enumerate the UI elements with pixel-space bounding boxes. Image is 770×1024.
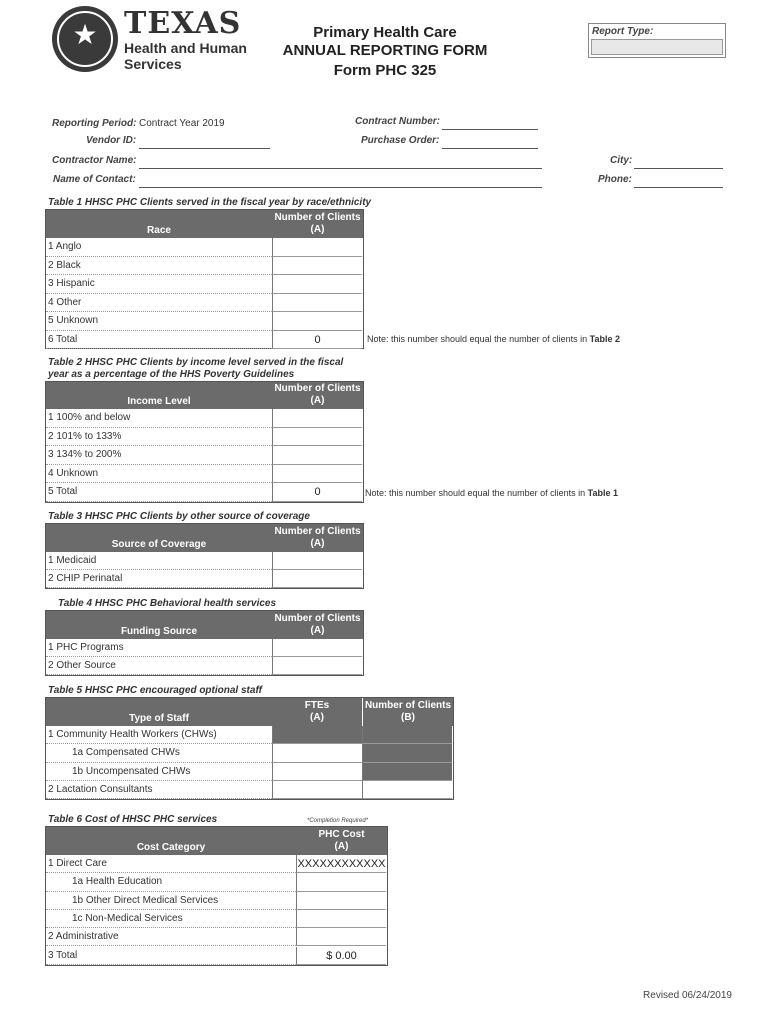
city-field[interactable] [634, 156, 723, 169]
table3-col-source: Source of Coverage [46, 524, 272, 552]
table2-caption-line2: year as a percentage of the HHS Poverty Guidelines [48, 369, 295, 380]
table1-cell-value[interactable] [272, 312, 362, 331]
completion-required-note: *Completion Required* [307, 818, 369, 824]
table1-row-label: 2 Black [46, 257, 272, 276]
table4-cell-value[interactable] [272, 639, 362, 657]
table3-caption: Table 3 HHSC PHC Clients by other source of coverage [48, 511, 310, 522]
table5-cell-a [272, 726, 362, 744]
table6-caption: Table 6 Cost of HHSC PHC services [48, 814, 218, 825]
table4-cell-value[interactable] [272, 657, 362, 675]
table3-row-label: 1 Medicaid [46, 552, 272, 570]
table6-cell-value[interactable] [296, 892, 386, 910]
phone-label: Phone: [598, 174, 632, 185]
form-title-line1: Primary Health Care [313, 24, 457, 41]
reporting-period-value[interactable]: Contract Year 2019 [139, 118, 225, 129]
logo-subtitle: Health and Human Services [124, 40, 247, 72]
name-of-contact-label: Name of Contact: [53, 174, 136, 185]
table2-row-label: 1 100% and below [46, 409, 272, 428]
table6 [45, 826, 388, 966]
table5-caption: Table 5 HHSC PHC encouraged optional staff [48, 685, 262, 696]
table4-caption: Table 4 HHSC PHC Behavioral health services [58, 598, 277, 609]
table5-row-label: 2 Lactation Consultants [46, 781, 272, 799]
contractor-name-label: Contractor Name: [52, 155, 137, 166]
table2-cell-value[interactable] [272, 465, 362, 484]
table1-cell-value[interactable] [272, 275, 362, 294]
table3-cell-value[interactable] [272, 552, 362, 570]
table6-row-label: 2 Administrative [46, 928, 296, 946]
table3-col-a: Number of Clients (A) [272, 524, 363, 552]
table5-col-clients: Number of Clients (B) [362, 698, 453, 726]
table5-cell-a[interactable] [272, 781, 362, 799]
table1-col-race: Race [46, 210, 272, 238]
table2-total-note: Note: this number should equal the number of clients in Table 1 [365, 488, 618, 498]
table6-row-label: 1c Non-Medical Services [46, 910, 296, 928]
table4-row-label: 1 PHC Programs [46, 639, 272, 657]
table5-cell-b [362, 744, 452, 762]
report-type-label: Report Type: [592, 26, 654, 37]
table2-cell-value[interactable] [272, 446, 362, 465]
table6-row-label: 1 Direct Care [46, 855, 296, 873]
table1-caption: Table 1 HHSC PHC Clients served in the fiscal year by race/ethnicity [48, 197, 372, 208]
revised-date: Revised 06/24/2019 [643, 990, 732, 1001]
table6-cell-value[interactable] [296, 873, 386, 891]
contract-number-label: Contract Number: [355, 116, 441, 127]
table6-col-category: Cost Category [46, 827, 296, 855]
table1-cell-value[interactable] [272, 238, 362, 257]
table2-col-a: Number of Clients (A) [272, 382, 363, 409]
table6-col-cost: PHC Cost (A) [296, 827, 387, 855]
table5-cell-b[interactable] [362, 781, 452, 799]
table3-row-label: 2 CHIP Perinatal [46, 570, 272, 588]
table2-row-label: 5 Total [46, 483, 272, 502]
table5-cell-a[interactable] [272, 744, 362, 762]
table4 [45, 610, 364, 676]
table1-col-a: Number of Clients (A) [272, 210, 363, 238]
table5-cell-b [362, 763, 452, 781]
table1-row-label: 5 Unknown [46, 312, 272, 331]
table1-cell-value[interactable] [272, 257, 362, 276]
table1-row-label: 1 Anglo [46, 238, 272, 257]
table1-row-label: 3 Hispanic [46, 275, 272, 294]
table3 [45, 523, 364, 589]
table6-row-label: 1a Health Education [46, 873, 296, 891]
table4-col-a: Number of Clients (A) [272, 611, 363, 639]
table6-row-label: 3 Total [46, 947, 296, 965]
table2-row-label: 3 134% to 200% [46, 446, 272, 465]
form-title-line2: ANNUAL REPORTING FORM [282, 42, 488, 59]
table1-cell-value[interactable]: 0 [272, 331, 362, 350]
vendor-id-label: Vendor ID: [86, 135, 137, 146]
table5-cell-b [362, 726, 452, 744]
purchase-order-field[interactable] [442, 136, 538, 149]
contractor-name-field[interactable] [139, 156, 542, 169]
reporting-period-label: Reporting Period: [52, 118, 137, 129]
report-type-box [588, 23, 726, 58]
name-of-contact-field[interactable] [139, 175, 542, 188]
table2-row-label: 2 101% to 133% [46, 428, 272, 447]
logo-title: TEXAS [124, 6, 242, 41]
table5-col-staff: Type of Staff [46, 698, 272, 726]
city-label: City: [610, 155, 633, 166]
table1 [45, 209, 364, 349]
table2-caption-line1: Table 2 HHSC PHC Clients by income level served in the fiscal [48, 357, 344, 368]
table6-cell-value[interactable] [296, 928, 386, 946]
table5-row-label: 1a Compensated CHWs [46, 744, 272, 762]
table2-cell-value[interactable]: 0 [272, 483, 362, 502]
table1-row-label: 6 Total [46, 331, 272, 350]
report-type-field[interactable] [591, 39, 723, 55]
vendor-id-field[interactable] [139, 136, 270, 149]
table2-col-income: Income Level [46, 382, 272, 409]
table1-row-label: 4 Other [46, 294, 272, 313]
table3-cell-value[interactable] [272, 570, 362, 588]
table5 [45, 697, 454, 800]
texas-seal-logo: ★ [52, 6, 118, 72]
table6-row-label: 1b Other Direct Medical Services [46, 892, 296, 910]
table5-cell-a[interactable] [272, 763, 362, 781]
contract-number-field[interactable] [442, 117, 538, 130]
table2 [45, 381, 364, 503]
table1-cell-value[interactable] [272, 294, 362, 313]
form-title-line3: Form PHC 325 [333, 62, 437, 79]
table1-total-note: Note: this number should equal the number of clients in Table 2 [367, 334, 620, 344]
table6-cell-value[interactable]: $ 0.00 [296, 947, 386, 965]
table5-col-ftes: FTEs (A) [272, 698, 362, 726]
table4-col-funding: Funding Source [46, 611, 272, 639]
table4-row-label: 2 Other Source [46, 657, 272, 675]
table2-cell-value[interactable] [272, 428, 362, 447]
purchase-order-label: Purchase Order: [361, 135, 440, 146]
table2-cell-value[interactable] [272, 409, 362, 428]
table2-row-label: 4 Unknown [46, 465, 272, 484]
table5-row-label: 1b Uncompensated CHWs [46, 763, 272, 781]
table6-cell-value[interactable] [296, 910, 386, 928]
table5-row-label: 1 Community Health Workers (CHWs) [46, 726, 272, 744]
table6-cell-value[interactable]: XXXXXXXXXXXX [296, 855, 386, 873]
phone-field[interactable] [634, 175, 723, 188]
